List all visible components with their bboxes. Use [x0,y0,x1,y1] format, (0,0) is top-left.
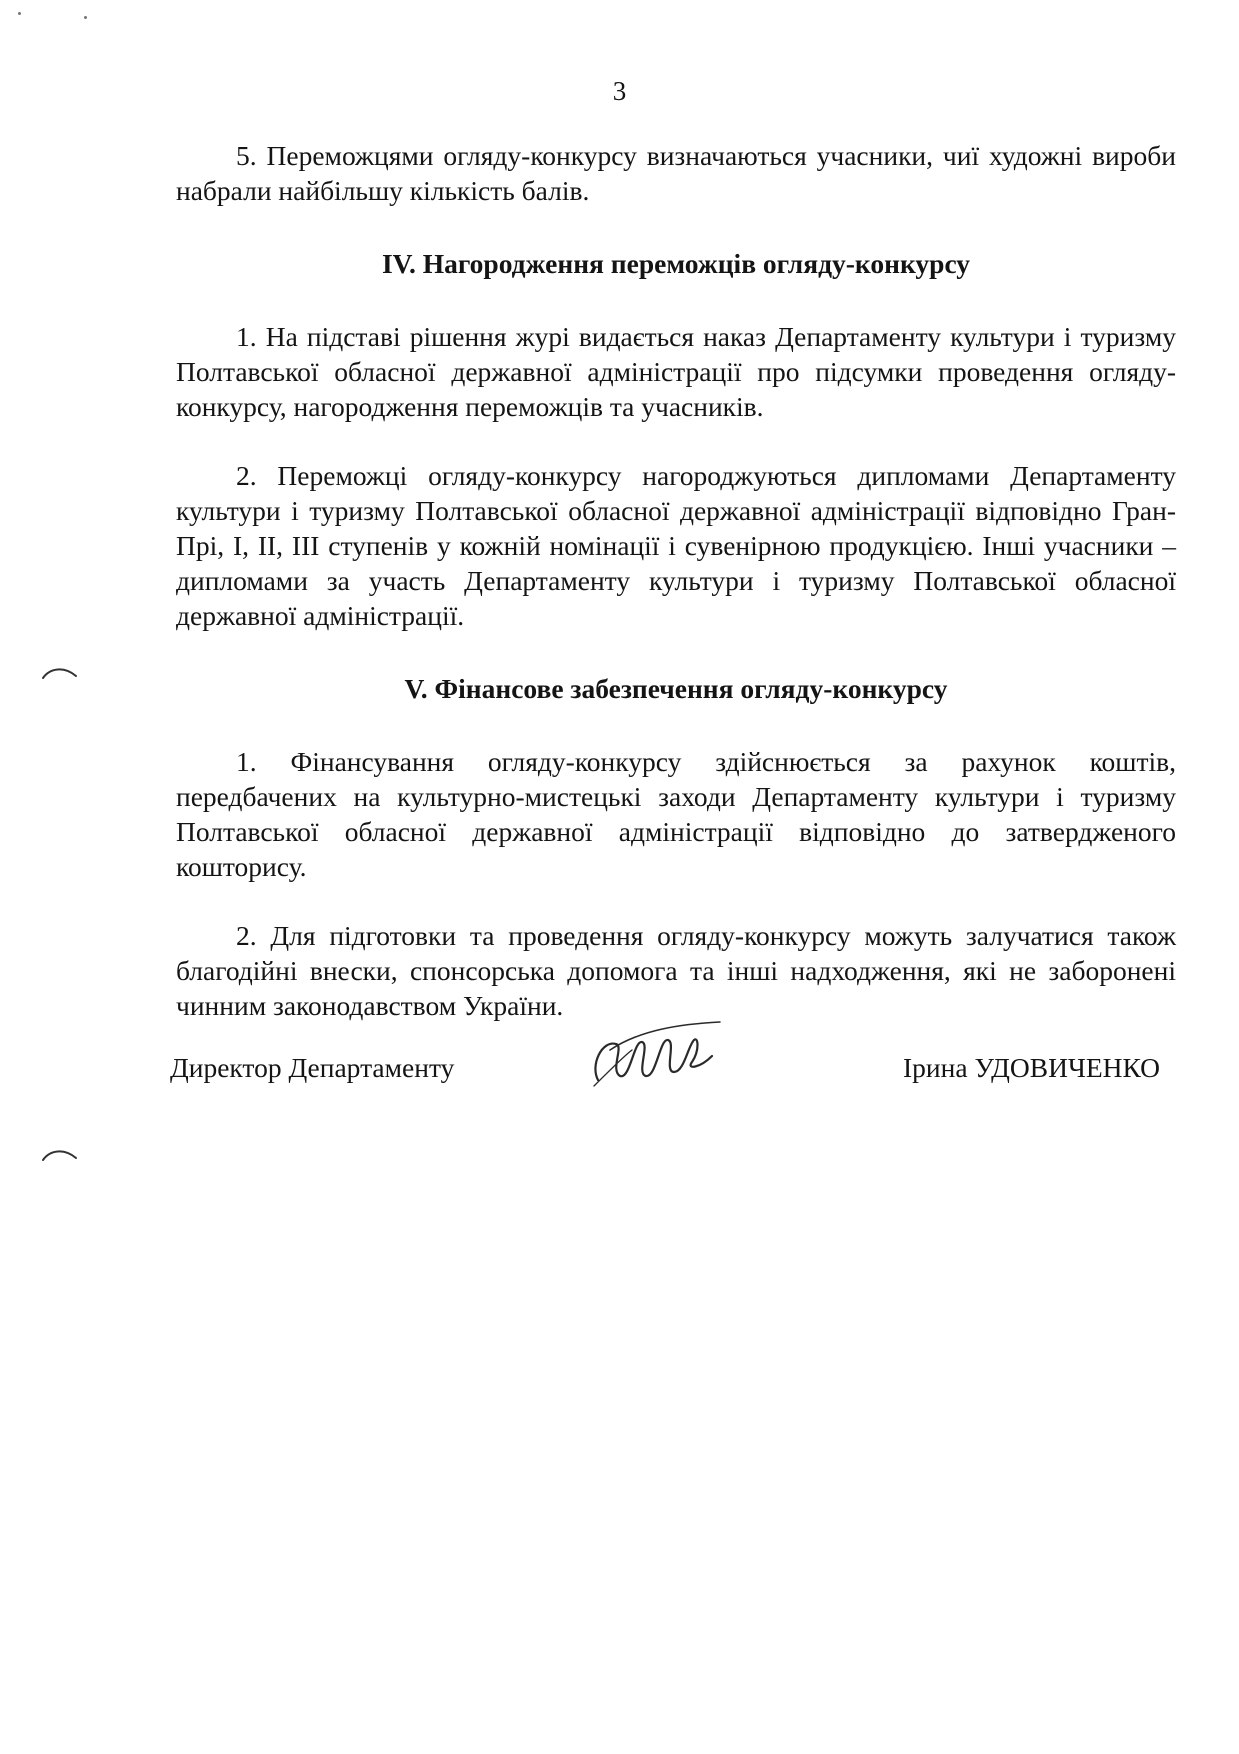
punch-hole-mark [40,1144,80,1164]
page-number: 3 [612,76,627,106]
scan-speck [18,12,21,15]
handwritten-signature [580,1010,730,1100]
signatory-position: Директор Департаменту [170,1052,455,1083]
signatory-name: Ірина УДОВИЧЕНКО [903,1052,1160,1083]
signature-block [170,1050,1160,1110]
paragraph-v-2: 2. Для підготовки та проведення огляду-конкурсу можуть залучатися також благодійні внески, спонсорська допомога та інші надходження, які не заборонені чинним законодавством України. [176,920,1176,1021]
section-heading-v: V. Фінансове забезпечення огляду-конкурсу [404,673,948,704]
paragraph-iii-5: 5. Переможцями огляду-конкурсу визначаються учасники, чиї художні вироби набрали найбільшу кількість балів. [176,140,1176,206]
paragraph-v-1: 1. Фінансування огляду-конкурсу здійснюється за рахунок коштів, передбачених на культурно-мистецькі заходи Департаменту культури і туризму Полтавської обласної державної адміністрації відповідно до затвердженого кошторису. [176,746,1176,882]
document-body [176,138,1176,1023]
punch-hole-mark [40,662,80,682]
paragraph-iv-2: 2. Переможці огляду-конкурсу нагороджуються дипломами Департаменту культури і туризму Полтавської обласної державної адміністрації відповідно Гран-Прі, І, ІІ, ІІІ ступенів у кожній номінації і сувенірною продукцією. Інші учасники – дипломами за участь Департаменту культури і туризму Полтавської обласної державної адміністрації. [176,460,1176,631]
section-heading-iv: IV. Нагородження переможців огляду-конкурсу [381,248,971,279]
scan-speck [84,16,87,19]
paragraph-iv-1: 1. На підставі рішення журі видається наказ Департаменту культури і туризму Полтавської обласної державної адміністрації про підсумки проведення огляду-конкурсу, нагородження переможців та учасників. [176,321,1176,422]
